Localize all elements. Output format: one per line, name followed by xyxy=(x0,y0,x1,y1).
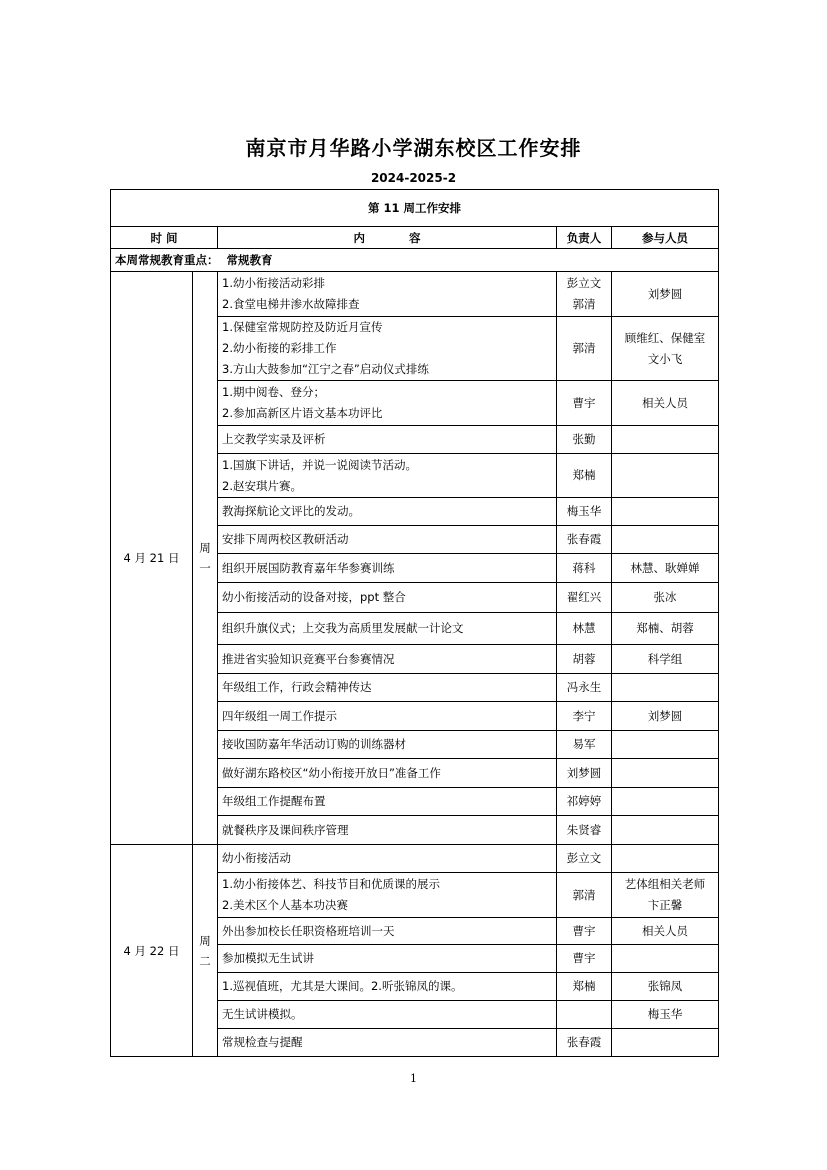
owner-name: 林慧 xyxy=(572,621,596,635)
task-line: 1.期中阅卷、登分； xyxy=(222,385,325,399)
owner-name: 张春霞 xyxy=(566,1035,602,1049)
task-content xyxy=(218,554,557,583)
owner-name: 郭清 xyxy=(572,887,596,902)
task-line: 无生试讲模拟。 xyxy=(222,1007,303,1021)
task-content xyxy=(218,1001,557,1029)
task-participants xyxy=(612,613,719,645)
task-participants xyxy=(612,583,719,613)
task-participants xyxy=(612,759,719,788)
task-owner xyxy=(557,1029,612,1057)
task-line: 2.赵安琪片赛。 xyxy=(222,478,302,493)
task-content xyxy=(218,702,557,731)
task-participants xyxy=(612,1001,719,1029)
task-content xyxy=(218,381,557,426)
owner-name: 朱贤睿 xyxy=(566,822,602,837)
task-participants xyxy=(612,873,719,918)
task-owner xyxy=(557,583,612,613)
task-participants xyxy=(612,317,719,381)
task-owner xyxy=(557,702,612,731)
owner-name: 曹宇 xyxy=(572,951,596,965)
task-participants xyxy=(612,272,719,317)
header-time: 时 间 xyxy=(111,227,218,249)
task-content xyxy=(218,945,557,973)
date-cell: 4 月 21 日 xyxy=(111,272,193,845)
week-title-row xyxy=(111,190,719,227)
task-line: 1.巡视值班，尤其是大课间。2.听张锦凤的课。 xyxy=(222,979,463,993)
owner-name: 彭立文 xyxy=(566,851,602,865)
weekday-label: 周二 xyxy=(199,933,211,968)
task-participants xyxy=(612,526,719,554)
task-content xyxy=(218,873,557,918)
participant-name: 卞正馨 xyxy=(647,898,683,912)
task-line: 推进省实验知识竞赛平台参赛情况 xyxy=(222,651,395,666)
participant-name: 刘梦圆 xyxy=(647,708,683,723)
task-content xyxy=(218,816,557,845)
task-owner xyxy=(557,788,612,816)
task-line: 年级组工作提醒布置 xyxy=(222,794,326,808)
task-participants xyxy=(612,1029,719,1057)
participant-name: 艺体组相关老师 xyxy=(624,877,706,891)
task-content xyxy=(218,583,557,613)
weekday-label: 周一 xyxy=(199,541,211,575)
participant-name: 相关人员 xyxy=(642,923,689,938)
participant-name: 梅玉华 xyxy=(647,1007,683,1021)
task-content xyxy=(218,317,557,381)
task-participants xyxy=(612,381,719,426)
owner-name: 张春霞 xyxy=(566,532,602,546)
participant-name: 林慧、耿婵婵 xyxy=(630,560,700,575)
task-line: 上交教学实录及评析 xyxy=(222,432,326,446)
task-line: 做好湖东路校区“幼小衔接开放日”准备工作 xyxy=(222,765,441,780)
task-content xyxy=(218,788,557,816)
weekly-focus: 本周常规教育重点： 常规教育 xyxy=(111,249,719,272)
owner-name: 李宁 xyxy=(572,708,596,723)
task-line: 幼小衔接活动的设备对接，ppt 整合 xyxy=(222,590,406,604)
participant-name: 张锦凤 xyxy=(647,979,683,993)
page-title: 南京市月华路小学湖东校区工作安排 xyxy=(245,136,582,160)
task-content xyxy=(218,973,557,1001)
schedule-row xyxy=(111,845,719,873)
task-participants xyxy=(612,973,719,1001)
task-line: 2.食堂电梯井渗水故障排查 xyxy=(222,297,360,311)
owner-name: 祁婷婷 xyxy=(566,794,602,808)
owner-name: 梅玉华 xyxy=(566,504,602,518)
owner-name: 易军 xyxy=(572,737,596,751)
task-owner xyxy=(557,731,612,759)
participant-name: 郑楠、胡蓉 xyxy=(636,621,694,635)
header-content: 内 容 xyxy=(218,227,557,249)
task-line: 接收国防嘉年华活动订购的训练器材 xyxy=(222,737,406,751)
task-owner xyxy=(557,873,612,918)
task-participants xyxy=(612,945,719,973)
owner-name: 翟红兴 xyxy=(566,590,602,604)
task-owner xyxy=(557,645,612,674)
schedule-table xyxy=(110,189,719,1057)
task-content xyxy=(218,454,557,498)
task-participants xyxy=(612,498,719,526)
task-line: 1.幼小衔接体艺、科技节目和优质课的展示 xyxy=(222,877,440,891)
task-owner xyxy=(557,381,612,426)
task-line: 2.幼小衔接的彩排工作 xyxy=(222,341,337,355)
task-owner xyxy=(557,816,612,845)
task-line: 外出参加校长任职资格班培训一天 xyxy=(222,923,395,938)
date-cell: 4 月 22 日 xyxy=(111,845,193,1057)
task-content xyxy=(218,1029,557,1057)
task-owner xyxy=(557,674,612,702)
owner-name: 冯永生 xyxy=(566,680,602,694)
task-line: 组织开展国防教育嘉年华参赛训练 xyxy=(222,560,395,575)
task-line: 3.方山大鼓参加“江宁之春”启动仪式排练 xyxy=(222,362,429,376)
header-row xyxy=(111,227,719,249)
school-year: 2024-2025-2 xyxy=(370,171,457,185)
focus-row xyxy=(111,249,719,272)
task-content xyxy=(218,498,557,526)
task-participants xyxy=(612,731,719,759)
task-participants xyxy=(612,702,719,731)
participant-name: 顾维红、保健室 xyxy=(624,330,706,345)
task-content xyxy=(218,759,557,788)
participant-name: 张冰 xyxy=(653,590,677,604)
task-content xyxy=(218,845,557,873)
owner-name: 曹宇 xyxy=(572,923,596,938)
task-owner xyxy=(557,526,612,554)
owner-name: 曹宇 xyxy=(572,395,596,410)
owner-name: 郑楠 xyxy=(572,979,596,993)
task-line: 就餐秩序及课间秩序管理 xyxy=(222,822,349,837)
task-line: 年级组工作，行政会精神传达 xyxy=(222,680,372,694)
weekday-cell xyxy=(193,845,218,1057)
header-participants: 参与人员 xyxy=(612,227,719,249)
owner-name: 郑楠 xyxy=(572,468,596,482)
task-content xyxy=(218,918,557,945)
task-participants xyxy=(612,554,719,583)
task-owner xyxy=(557,272,612,317)
task-owner xyxy=(557,759,612,788)
owner-name: 张勤 xyxy=(572,432,596,446)
task-content xyxy=(218,272,557,317)
task-owner xyxy=(557,454,612,498)
task-owner xyxy=(557,945,612,973)
owner-name: 郭清 xyxy=(572,297,596,311)
task-participants xyxy=(612,645,719,674)
task-participants xyxy=(612,816,719,845)
page-number: 1 xyxy=(410,1072,417,1085)
task-content xyxy=(218,526,557,554)
task-content xyxy=(218,645,557,674)
task-line: 2.参加高新区片语文基本功评比 xyxy=(222,406,383,420)
task-participants xyxy=(612,788,719,816)
task-content xyxy=(218,613,557,645)
task-participants xyxy=(612,454,719,498)
task-participants xyxy=(612,845,719,873)
task-participants xyxy=(612,674,719,702)
task-line: 1.保健室常规防控及防近月宣传 xyxy=(222,320,383,334)
task-owner xyxy=(557,317,612,381)
task-owner xyxy=(557,918,612,945)
task-content xyxy=(218,731,557,759)
participant-name: 科学组 xyxy=(647,651,683,666)
owner-name: 胡蓉 xyxy=(572,651,596,666)
owner-name: 彭立文 xyxy=(566,276,602,290)
task-participants xyxy=(612,918,719,945)
schedule-row xyxy=(111,272,719,317)
task-owner xyxy=(557,845,612,873)
task-line: 幼小衔接活动 xyxy=(222,851,291,865)
owner-name: 刘梦圆 xyxy=(566,765,602,780)
weekday-cell xyxy=(193,272,218,845)
task-line: 常规检查与提醒 xyxy=(222,1035,303,1049)
task-line: 1.国旗下讲话，并说一说阅读节活动。 xyxy=(222,457,417,472)
participant-name: 文小飞 xyxy=(647,351,683,366)
task-owner xyxy=(557,498,612,526)
task-line: 教海探航论文评比的发动。 xyxy=(222,504,360,518)
owner-name: 郭清 xyxy=(572,341,596,355)
task-owner xyxy=(557,554,612,583)
task-line: 参加模拟无生试讲 xyxy=(222,951,314,965)
task-line: 1.幼小衔接活动彩排 xyxy=(222,276,325,290)
owner-name: 蒋科 xyxy=(572,560,596,575)
participant-name: 刘梦圆 xyxy=(647,286,683,301)
task-line: 四年级组一周工作提示 xyxy=(222,708,337,723)
task-line: 安排下周两校区教研活动 xyxy=(222,532,349,546)
task-participants xyxy=(612,426,719,454)
task-owner xyxy=(557,613,612,645)
participant-name: 相关人员 xyxy=(642,395,689,410)
task-content xyxy=(218,426,557,454)
task-owner xyxy=(557,1001,612,1029)
task-line: 组织升旗仪式；上交我为高质里发展献一计论文 xyxy=(222,621,464,635)
week-title: 第 11 周工作安排 xyxy=(111,190,719,227)
task-content xyxy=(218,674,557,702)
task-owner xyxy=(557,973,612,1001)
task-line: 2.美术区个人基本功决赛 xyxy=(222,898,348,912)
header-owner: 负责人 xyxy=(557,227,612,249)
task-owner xyxy=(557,426,612,454)
